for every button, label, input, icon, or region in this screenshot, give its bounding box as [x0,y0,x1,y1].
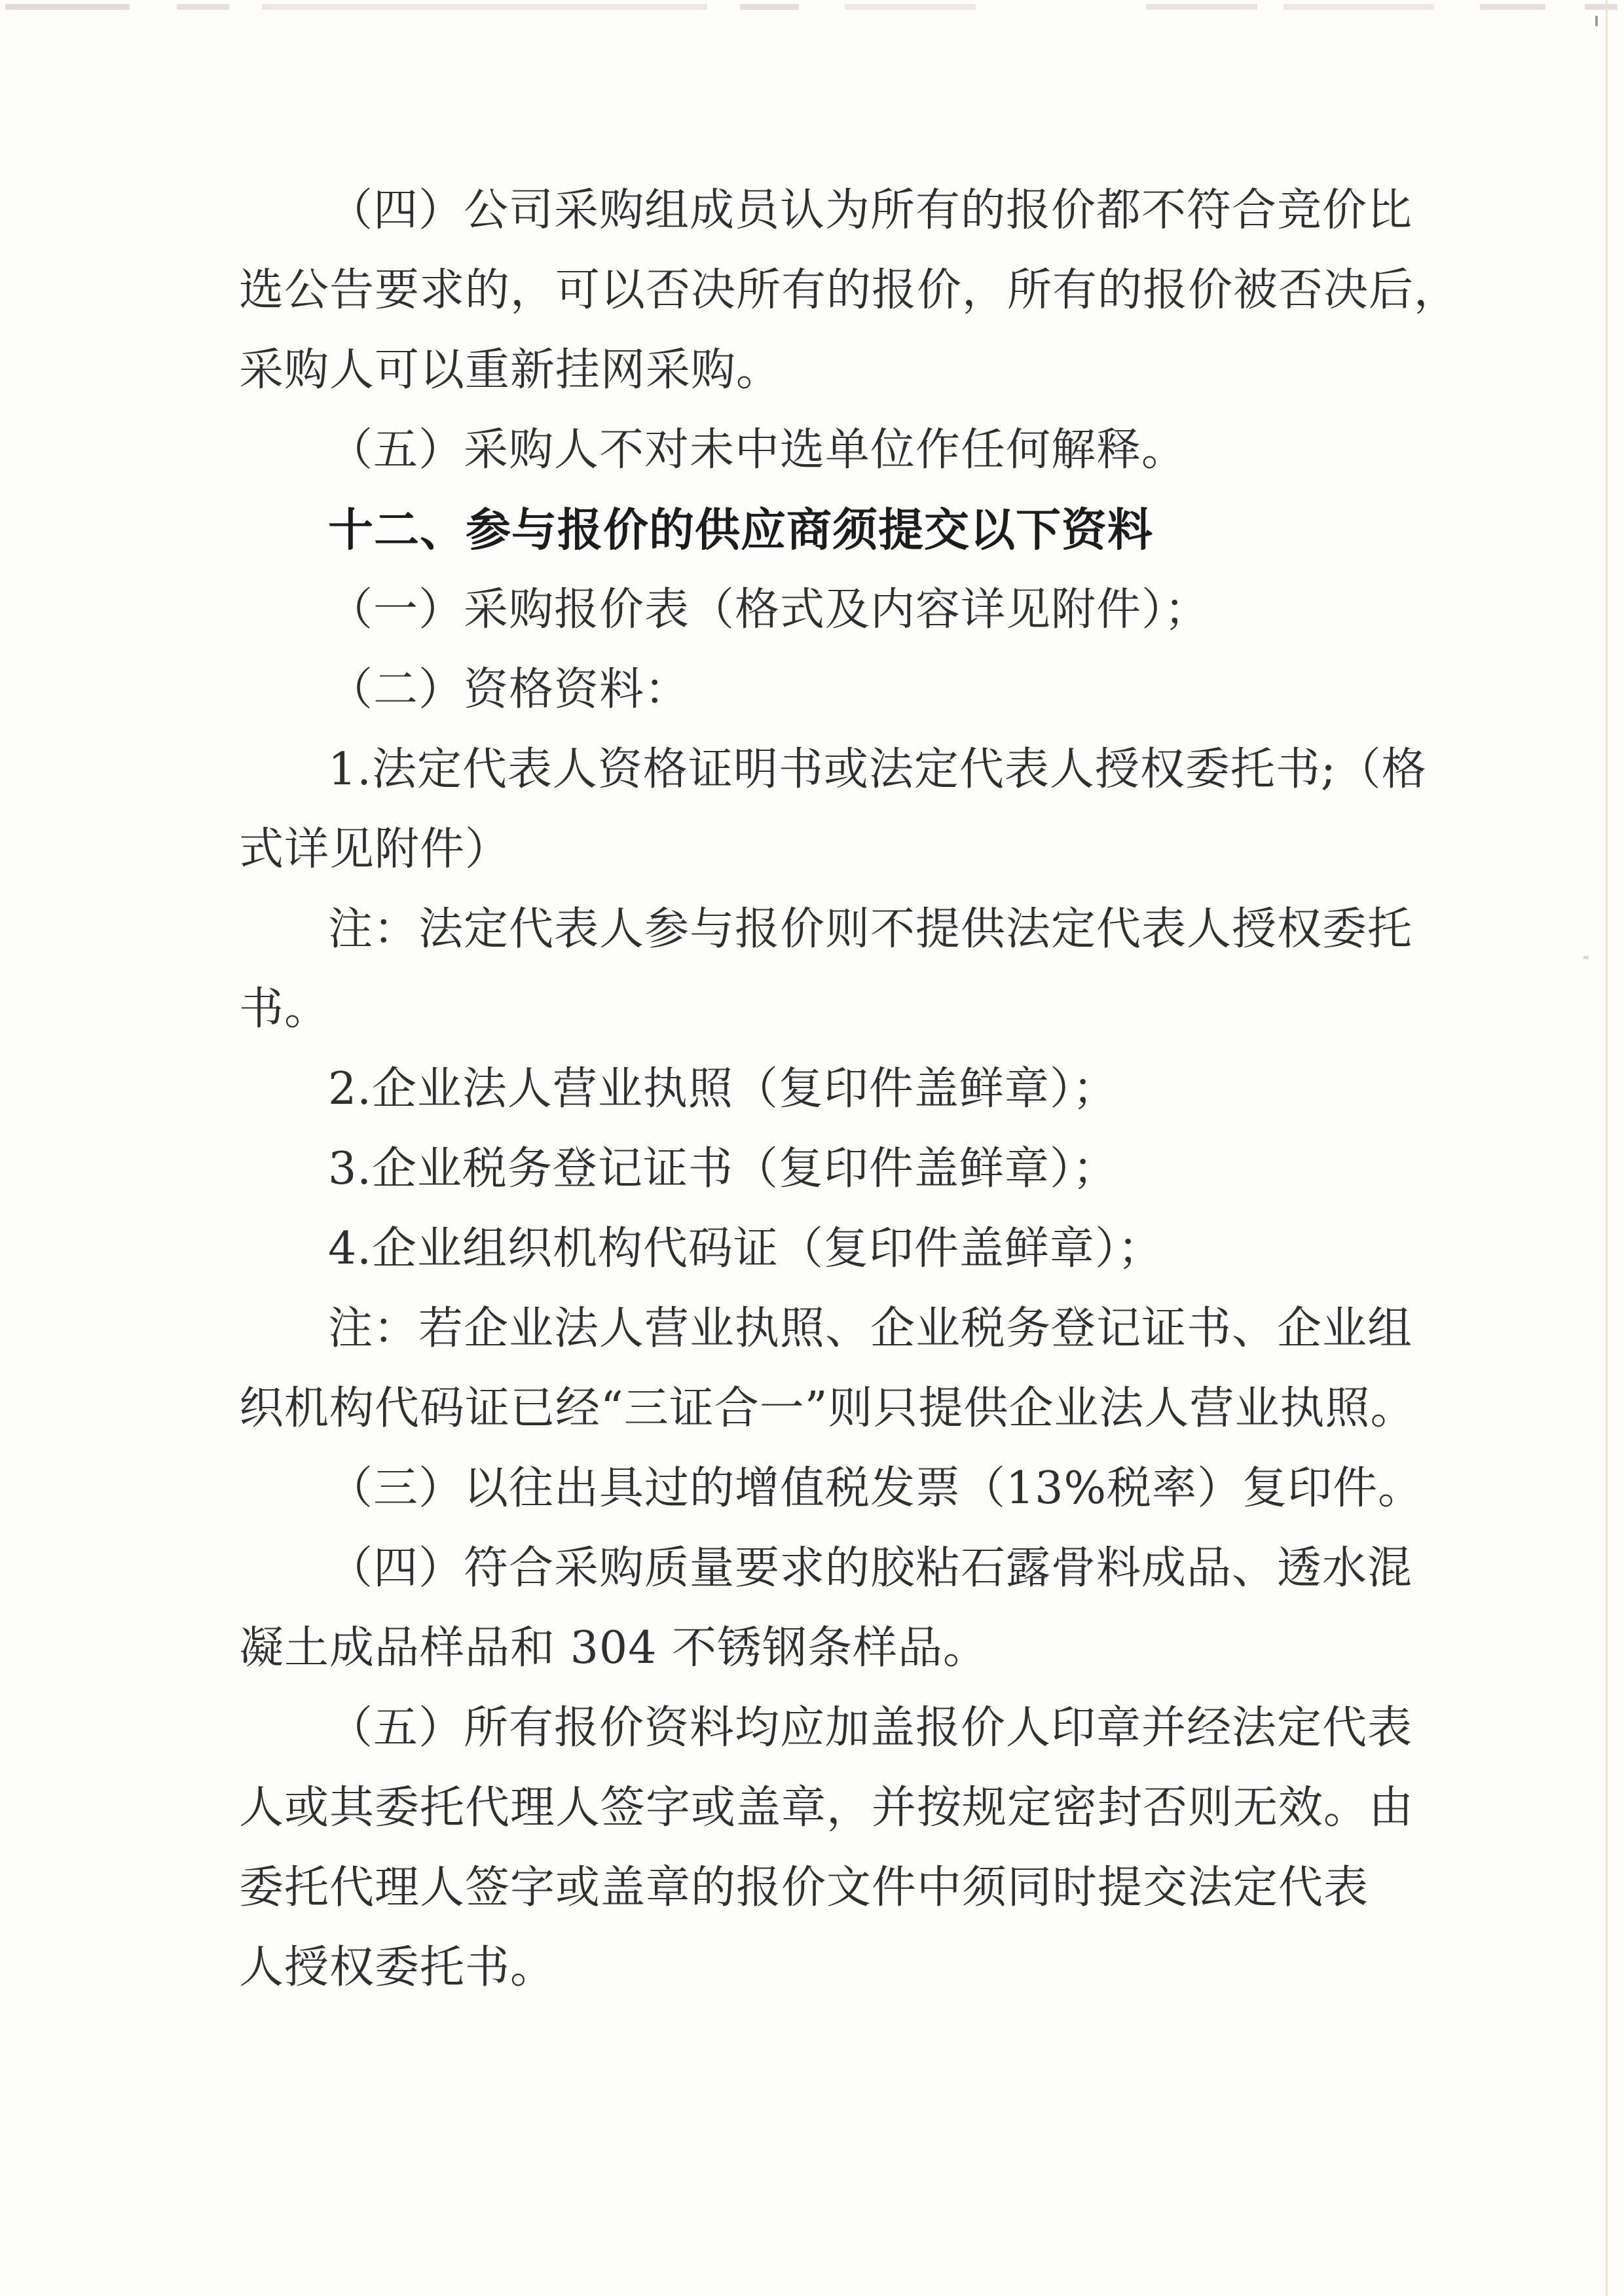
text-line: （二）资格资料： [328,664,690,716]
text-line: 2.企业法人营业执照（复印件盖鲜章）； [328,1063,1118,1115]
scan-artifact-top-edge [1480,4,1545,10]
scan-artifact-top-edge [262,4,707,10]
text-line: （五）采购人不对未中选单位作任何解释。 [328,424,1187,476]
text-line: 书。 [239,983,330,1035]
document-text [239,171,1460,2008]
text-line: 人或其委托代理人签字或盖章，并按规定密封否则无效。由 [239,1782,1414,1834]
text-line: 式详见附件） [239,824,511,875]
text-line: 注：法定代表人参与报价则不提供法定代表人授权委托 [328,903,1413,955]
text-line: 注：若企业法人营业执照、企业税务登记证书、企业组 [328,1303,1413,1355]
text-line: 人授权委托书。 [239,1942,556,1994]
scan-artifact-top-edge [1146,4,1257,10]
text-line: 1.法定代表人资格证明书或法定代表人授权委托书;（格 [328,744,1427,795]
text-line: 委托代理人签字或盖章的报价文件中须同时提交法定代表 [239,1862,1369,1914]
text-line: 织机构代码证已经“三证合一”则只提供企业法人营业执照。 [239,1383,1416,1434]
scan-artifact-top-edge [740,4,799,10]
scan-artifact-vertical-line [1606,0,1608,2296]
section-heading: 十二、参与报价的供应商须提交以下资料 [328,504,1153,556]
text-line: （五）所有报价资料均应加盖报价人印章并经法定代表 [328,1702,1413,1754]
scan-artifact-speck [1583,956,1589,959]
text-line: 采购人可以重新挂网采购。 [239,344,782,396]
scan-artifact-top-edge [845,4,976,10]
text-line: 4.企业组织机构代码证（复印件盖鲜章）； [328,1223,1163,1275]
scan-artifact-top-edge [5,4,130,10]
text-line: （四）公司采购组成员认为所有的报价都不符合竞价比 [328,185,1413,236]
text-line: 3.企业税务登记证书（复印件盖鲜章）； [328,1143,1118,1195]
scan-artifact-top-edge [177,4,229,10]
scan-artifact-top-edge [1283,4,1434,10]
scan-artifact-speck [1595,16,1598,26]
text-line: （四）符合采购质量要求的胶粘石露骨料成品、透水混 [328,1542,1413,1594]
text-line: （一）采购报价表（格式及内容详见附件）； [328,584,1210,636]
scan-artifact-top-edge [1585,4,1617,10]
text-line: 选公告要求的，可以否决所有的报价，所有的报价被否决后， [239,264,1460,316]
text-line: （三）以往出具过的增值税发票（13%税率）复印件。 [328,1463,1424,1514]
text-line: 凝土成品样品和 304 不锈钢条样品。 [239,1622,989,1674]
